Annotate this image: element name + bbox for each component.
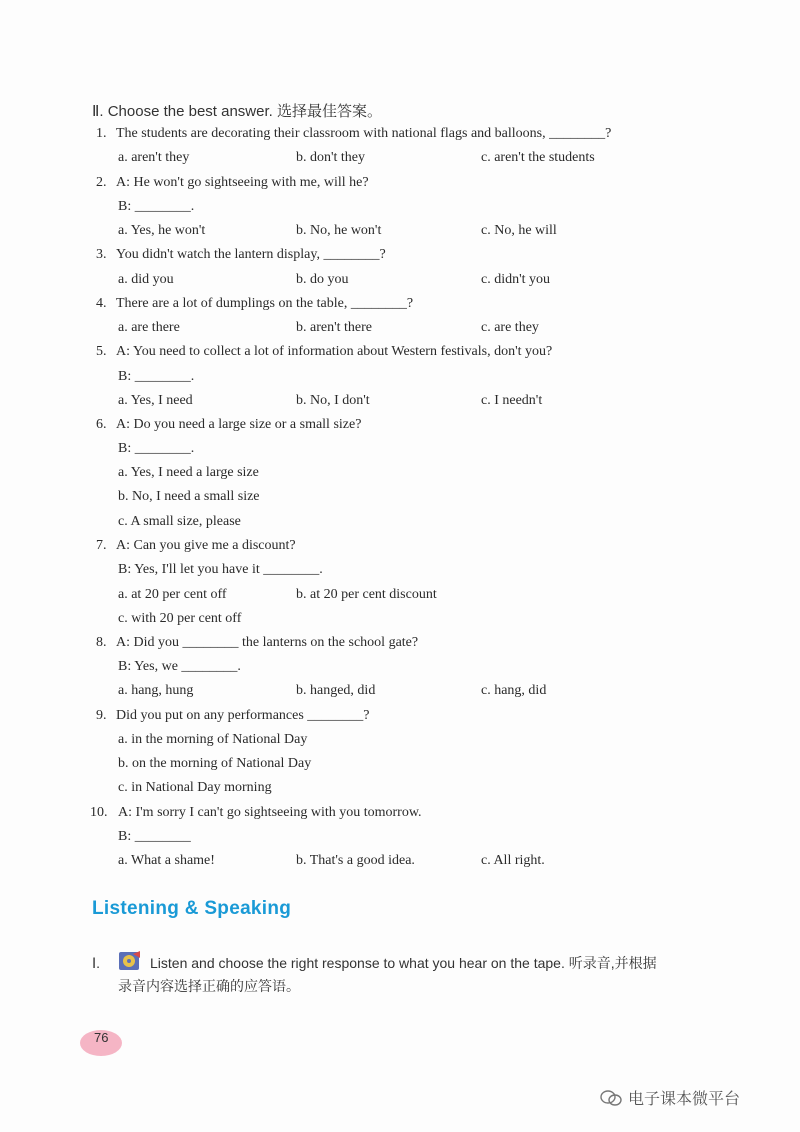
question-5 bbox=[96, 342, 552, 362]
answer-line-b: B: ________. bbox=[118, 369, 195, 384]
option-a: a. Yes, I need bbox=[118, 393, 193, 408]
question-10 bbox=[90, 803, 422, 823]
option-c: c. didn't you bbox=[481, 272, 551, 287]
question-stem: A: I'm sorry I can't go sightseeing with you tomorrow. bbox=[118, 805, 422, 820]
question-stem: A: Do you need a large size or a small size? bbox=[116, 417, 362, 432]
question-number: 6. bbox=[96, 417, 107, 432]
question-stem: Did you put on any performances ________? bbox=[116, 708, 370, 723]
option-a: a. did you bbox=[118, 272, 174, 287]
question-2 bbox=[96, 173, 369, 193]
question-8 bbox=[96, 633, 418, 653]
question-4 bbox=[96, 294, 413, 314]
option-a: a. at 20 per cent off bbox=[118, 587, 227, 602]
question-number: 4. bbox=[96, 296, 107, 311]
instruction-text: Listen and choose the right response to what you hear on the tape. 听录音,并根据 bbox=[150, 955, 657, 971]
question-3 bbox=[96, 245, 386, 265]
question-stem: There are a lot of dumplings on the table, ________? bbox=[116, 296, 414, 311]
question-number: 10. bbox=[90, 805, 108, 820]
option-a: a. in the morning of National Day bbox=[118, 732, 308, 747]
answer-line-b: B: ________ bbox=[118, 829, 191, 844]
question-number: 5. bbox=[96, 344, 107, 359]
option-b: b. do you bbox=[296, 272, 349, 287]
option-a: a. are there bbox=[118, 320, 180, 335]
exercise-number: Ⅰ. bbox=[92, 955, 101, 971]
answer-line-b: B: Yes, we ________. bbox=[118, 659, 241, 674]
question-number: 3. bbox=[96, 247, 107, 262]
answer-line-b: B: ________. bbox=[118, 441, 195, 456]
question-number: 2. bbox=[96, 175, 107, 190]
option-b: b. hanged, did bbox=[296, 683, 376, 698]
option-b: b. No, I need a small size bbox=[118, 489, 260, 504]
option-c: c. A small size, please bbox=[118, 514, 241, 529]
option-c: c. aren't the students bbox=[481, 150, 595, 165]
question-number: 8. bbox=[96, 635, 107, 650]
question-number: 1. bbox=[96, 126, 107, 141]
option-a: a. What a shame! bbox=[118, 853, 215, 868]
answer-line-b: B: Yes, I'll let you have it ________. bbox=[118, 562, 323, 577]
listening-speaking-heading: Listening & Speaking bbox=[92, 898, 292, 919]
listening-exercise bbox=[92, 950, 732, 998]
question-6 bbox=[96, 415, 361, 435]
question-stem: A: You need to collect a lot of information about Western festivals, don't you? bbox=[116, 344, 553, 359]
question-9 bbox=[96, 706, 370, 726]
option-b: b. at 20 per cent discount bbox=[296, 587, 437, 602]
instruction-text-line2: 录音内容选择正确的应答语。 bbox=[118, 978, 300, 994]
option-b: b. on the morning of National Day bbox=[118, 756, 312, 771]
question-stem: A: Did you ________ the lanterns on the school gate? bbox=[116, 635, 419, 650]
question-1 bbox=[96, 124, 611, 144]
question-stem: A: Can you give me a discount? bbox=[116, 538, 296, 553]
question-number: 9. bbox=[96, 708, 107, 723]
option-c: c. hang, did bbox=[481, 683, 547, 698]
question-stem: The students are decorating their classroom with national flags and balloons, ________? bbox=[116, 126, 612, 141]
option-c: c. are they bbox=[481, 320, 539, 335]
answer-line-b: B: ________. bbox=[118, 199, 195, 214]
page-number: 76 bbox=[94, 1030, 109, 1045]
section-heading: Ⅱ. Choose the best answer. 选择最佳答案。 bbox=[92, 103, 382, 120]
option-b: b. aren't there bbox=[296, 320, 372, 335]
option-c: c. All right. bbox=[481, 853, 545, 868]
option-b: b. That's a good idea. bbox=[296, 853, 415, 868]
option-c: c. with 20 per cent off bbox=[118, 611, 242, 626]
wechat-icon bbox=[600, 1089, 622, 1107]
option-b: b. No, I don't bbox=[296, 393, 370, 408]
cd-audio-icon bbox=[118, 950, 142, 974]
watermark bbox=[600, 1086, 740, 1109]
option-a: a. aren't they bbox=[118, 150, 190, 165]
question-stem: You didn't watch the lantern display, ________? bbox=[116, 247, 386, 262]
option-a: a. Yes, he won't bbox=[118, 223, 206, 238]
option-b: b. No, he won't bbox=[296, 223, 382, 238]
question-number: 7. bbox=[96, 538, 107, 553]
watermark-text: 电子课本微平台 bbox=[628, 1089, 741, 1108]
option-a: a. hang, hung bbox=[118, 683, 194, 698]
question-7 bbox=[96, 536, 296, 556]
option-a: a. Yes, I need a large size bbox=[118, 465, 259, 480]
option-c: c. I needn't bbox=[481, 393, 543, 408]
question-stem: A: He won't go sightseeing with me, will he? bbox=[116, 175, 369, 190]
option-c: c. No, he will bbox=[481, 223, 557, 238]
option-c: c. in National Day morning bbox=[118, 780, 272, 795]
option-b: b. don't they bbox=[296, 150, 366, 165]
